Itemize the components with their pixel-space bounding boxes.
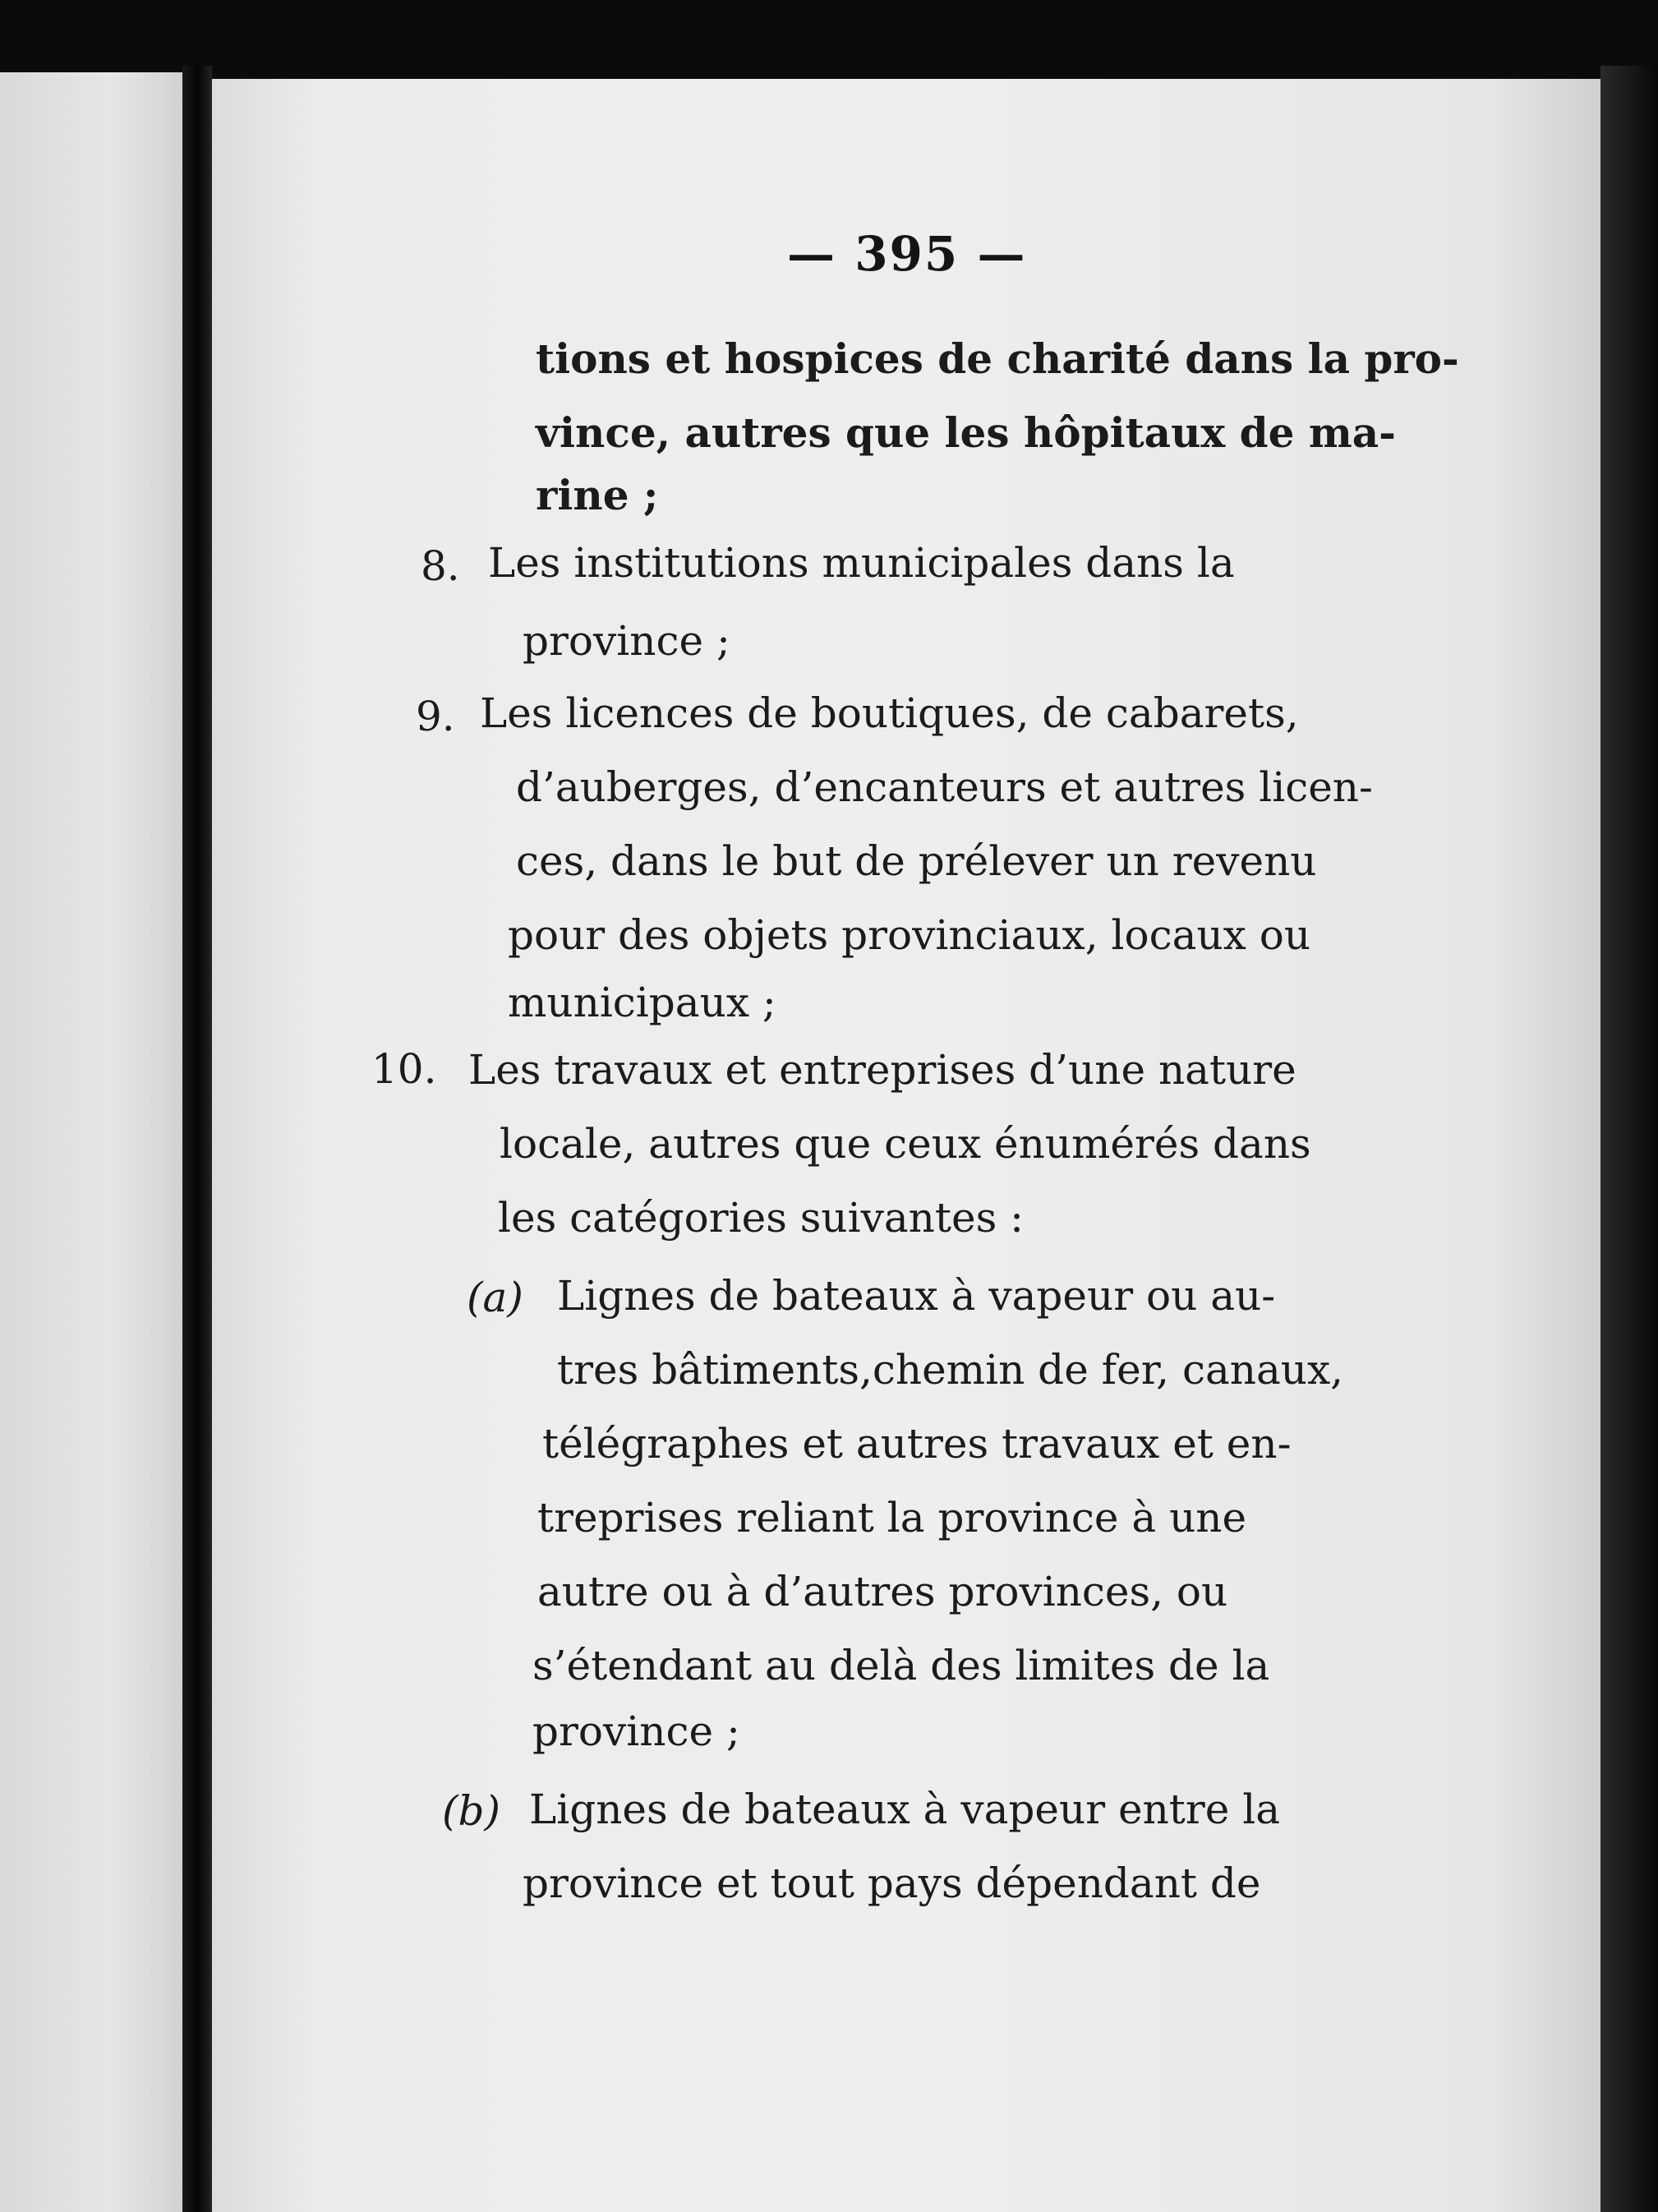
text-line: locale, autres que ceux énumérés dans [500, 1120, 1311, 1168]
text-line: Lignes de bateaux à vapeur entre la [529, 1786, 1281, 1833]
text-line: pour des objets provinciaux, locaux ou [508, 911, 1311, 959]
text-line: s’étendant au delà des limites de la [532, 1642, 1270, 1689]
text-line: télégraphes et autres travaux et en- [542, 1420, 1292, 1468]
text-line: province ; [532, 1707, 740, 1755]
page-number: — 395 — [787, 226, 1027, 282]
text-line: d’auberges, d’encanteurs et autres licen- [516, 763, 1373, 811]
text-line: province et tout pays dépendant de [523, 1859, 1261, 1907]
subitem-label: (a) [467, 1274, 523, 1321]
text-line: Les institutions municipales dans la [488, 539, 1235, 587]
text-line: rine ; [536, 471, 659, 519]
text-line: tions et hospices de charité dans la pro- [536, 334, 1459, 383]
text-line: Lignes de bateaux à vapeur ou au- [557, 1272, 1276, 1320]
facing-page-edge [0, 72, 182, 2212]
subitem-label: (b) [442, 1787, 501, 1835]
text-line: Les licences de boutiques, de cabarets, [480, 689, 1299, 737]
text-line: municipaux ; [508, 979, 776, 1026]
text-line: les catégories suivantes : [498, 1194, 1024, 1242]
text-line: province ; [523, 617, 730, 665]
item-number: 8. [421, 542, 460, 590]
item-number: 10. [371, 1045, 437, 1093]
text-line: Les travaux et entreprises d’une nature [468, 1046, 1296, 1094]
item-number: 9. [416, 693, 455, 740]
scan-right-edge [1600, 66, 1658, 2212]
text-line: autre ou à d’autres provinces, ou [537, 1568, 1228, 1615]
book-gutter [182, 66, 212, 2212]
text-line: vince, autres que les hôpitaux de ma- [536, 408, 1396, 457]
text-line: tres bâtiments,chemin de fer, canaux, [557, 1346, 1344, 1394]
text-line: treprises reliant la province à une [537, 1494, 1247, 1541]
text-line: ces, dans le but de prélever un revenu [516, 837, 1317, 885]
